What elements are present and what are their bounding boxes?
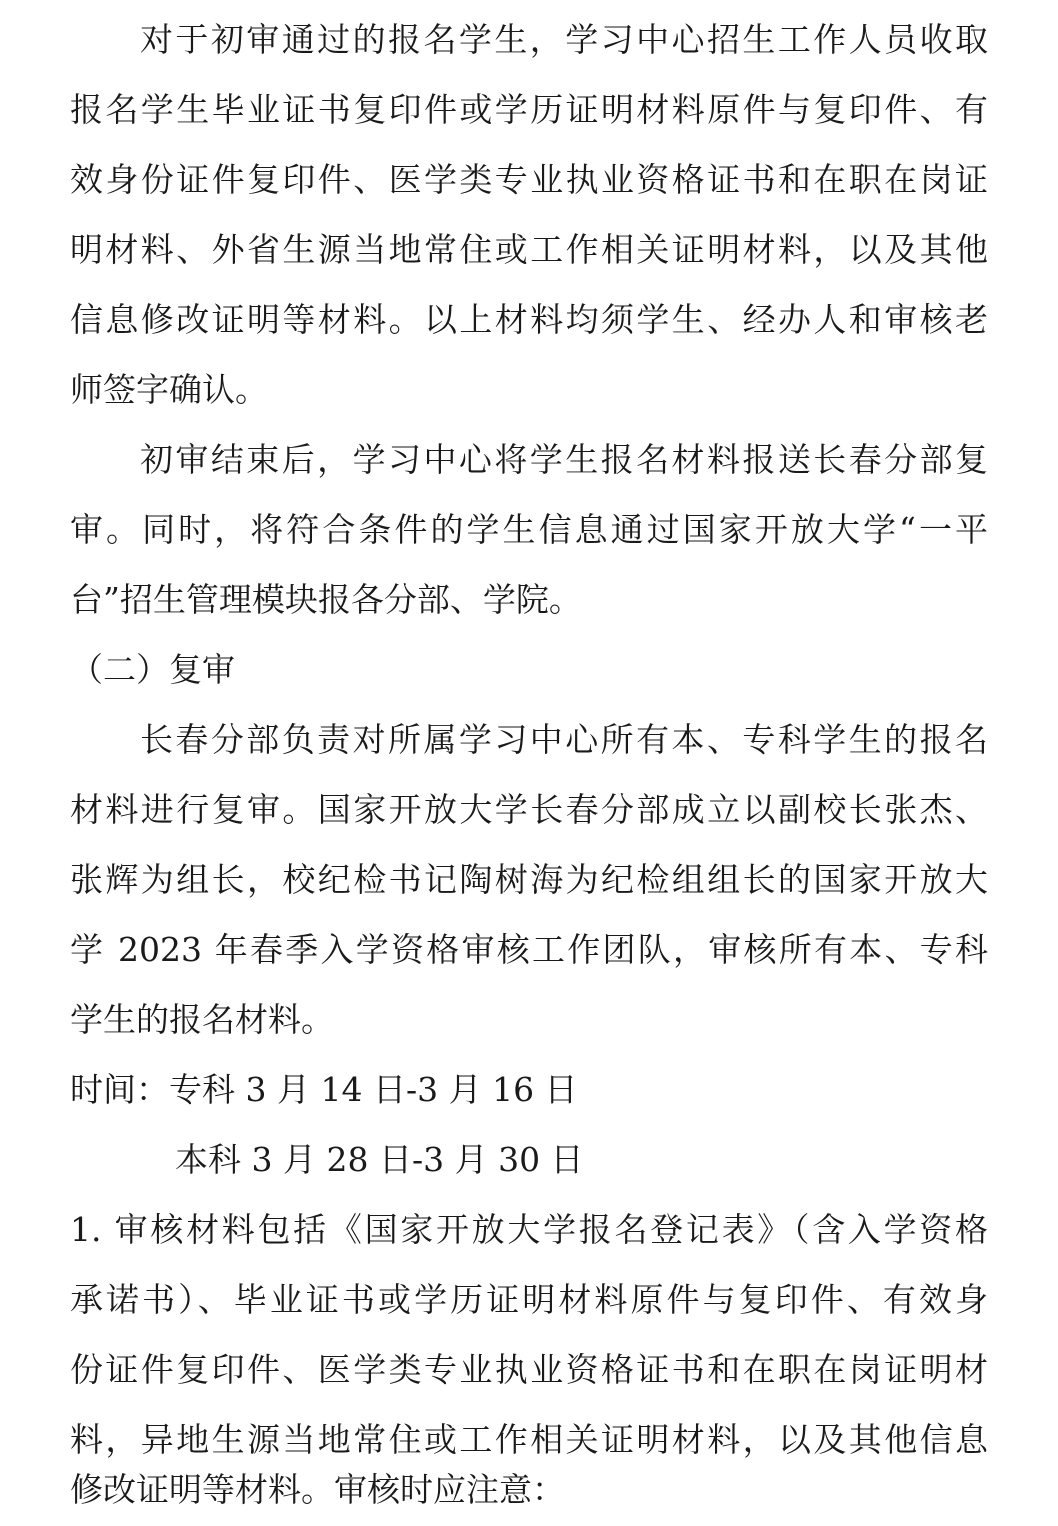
section-heading: （二）复审: [70, 650, 235, 689]
paragraph-line: 初审结束后，学习中心将学生报名材料报送长春分部复: [140, 440, 988, 479]
paragraph-line: 对于初审通过的报名学生，学习中心招生工作人员收取: [140, 20, 988, 59]
paragraph-line: 审。同时，将符合条件的学生信息通过国家开放大学“一平: [70, 510, 988, 549]
paragraph-line: 材料进行复审。国家开放大学长春分部成立以副校长张杰、: [70, 790, 988, 829]
list-item-line: 份证件复印件、医学类专业执业资格证书和在职在岗证明材: [70, 1350, 988, 1389]
paragraph-line: 报名学生毕业证书复印件或学历证明材料原件与复印件、有: [70, 90, 988, 129]
document-page: [70, 0, 988, 1526]
paragraph-line: 学 2023 年春季入学资格审核工作团队，审核所有本、专科: [70, 930, 988, 969]
paragraph-line: 明材料、外省生源当地常住或工作相关证明材料，以及其他: [70, 230, 988, 269]
paragraph-line: 台”招生管理模块报各分部、学院。: [70, 580, 582, 619]
paragraph-line: 学生的报名材料。: [70, 1000, 334, 1039]
list-item-line: 修改证明等材料。审核时应注意：: [70, 1470, 565, 1509]
schedule-line: 本科 3 月 28 日-3 月 30 日: [175, 1140, 584, 1179]
list-item-line: 料，异地生源当地常住或工作相关证明材料，以及其他信息: [70, 1420, 988, 1459]
list-item-line: 1. 审核材料包括《国家开放大学报名登记表》（含入学资格: [70, 1210, 988, 1249]
schedule-line: 时间：专科 3 月 14 日-3 月 16 日: [70, 1070, 578, 1109]
paragraph-line: 长春分部负责对所属学习中心所有本、专科学生的报名: [140, 720, 988, 759]
list-item-line: 承诺书）、毕业证书或学历证明材料原件与复印件、有效身: [70, 1280, 988, 1319]
paragraph-line: 效身份证件复印件、医学类专业执业资格证书和在职在岗证: [70, 160, 988, 199]
paragraph-line: 师签字确认。: [70, 370, 268, 409]
paragraph-line: 张辉为组长，校纪检书记陶树海为纪检组组长的国家开放大: [70, 860, 988, 899]
paragraph-line: 信息修改证明等材料。以上材料均须学生、经办人和审核老: [70, 300, 988, 339]
